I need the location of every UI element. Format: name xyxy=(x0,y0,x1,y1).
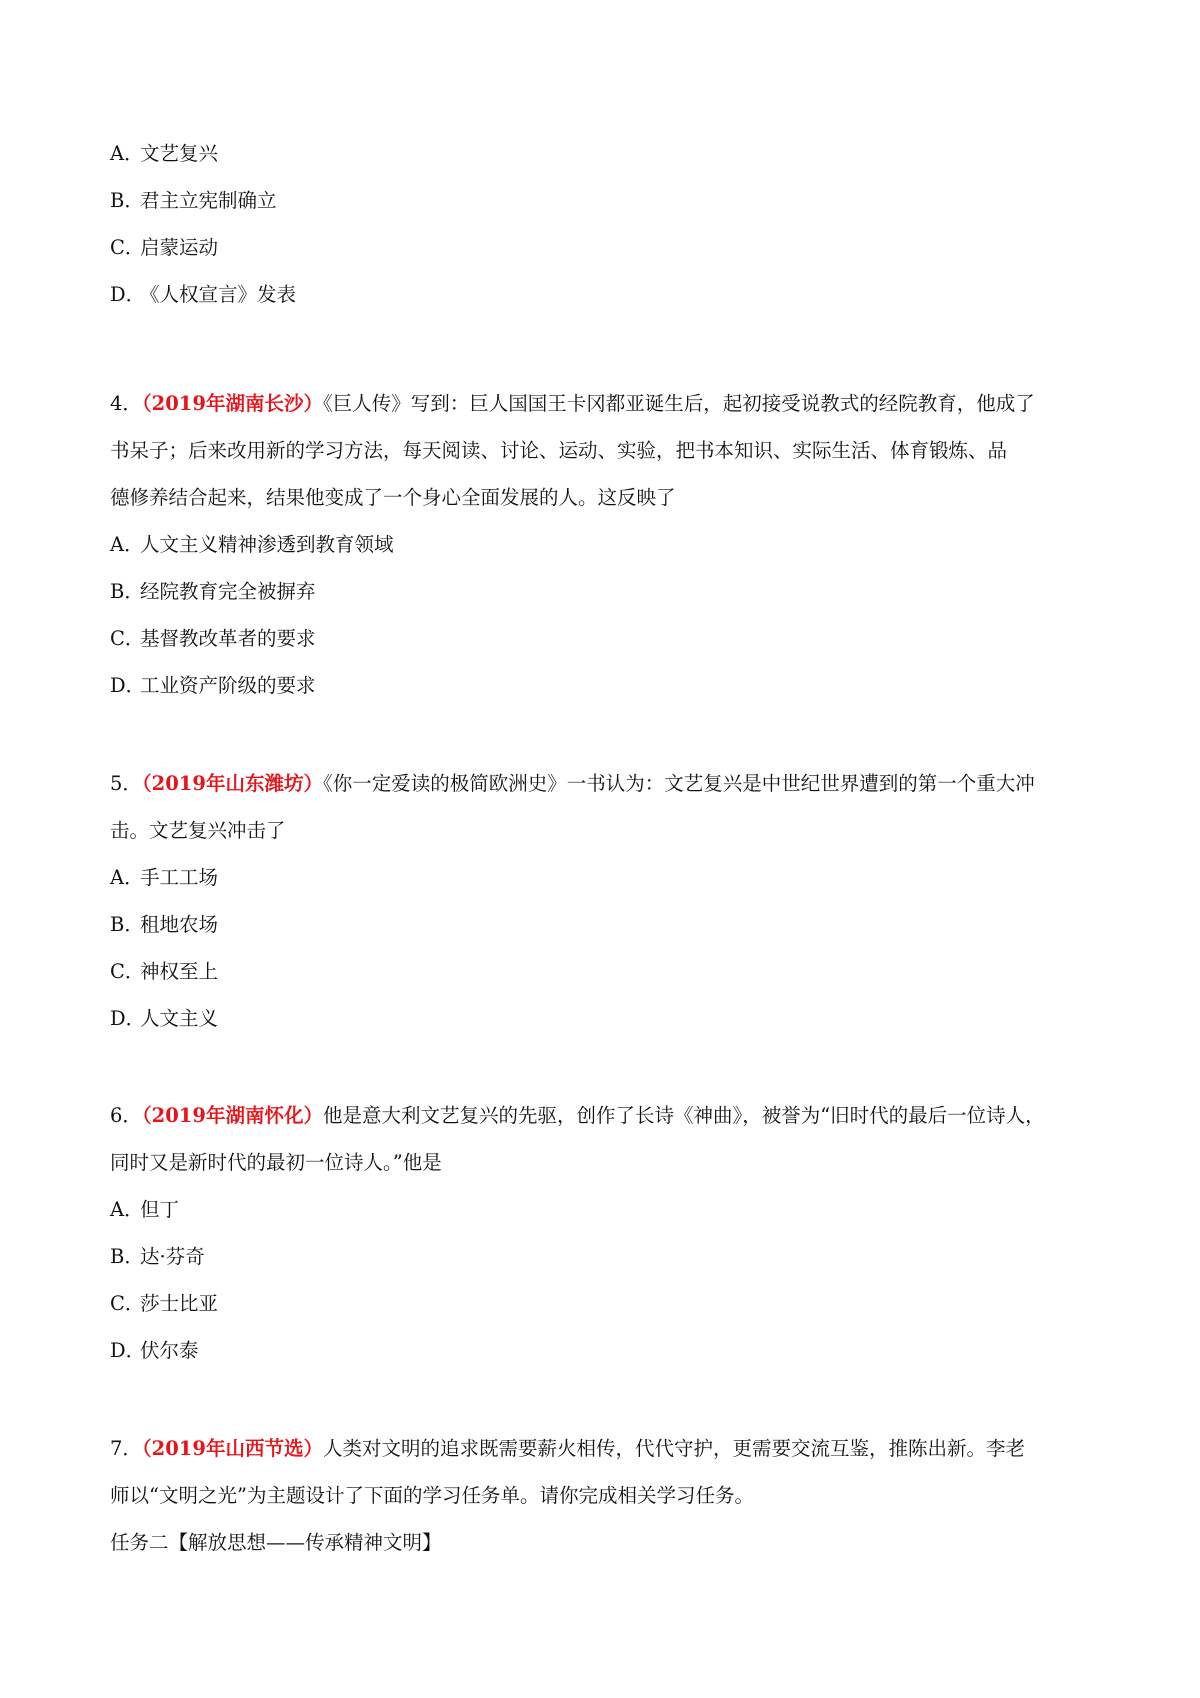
q5-option-b: B．租地农场 xyxy=(110,913,219,936)
q4-option-d: D．工业资产阶级的要求 xyxy=(110,674,316,697)
q5-option-d: D．人文主义 xyxy=(110,1007,219,1030)
q3-option-d: D．《人权宣言》发表 xyxy=(110,283,297,306)
question-7 xyxy=(110,1425,1100,1566)
q3-option-c: C．启蒙运动 xyxy=(110,236,219,259)
q3-option-b: B．君主立宪制确立 xyxy=(110,189,277,212)
q7-source: （2019年山西节选） xyxy=(141,1437,323,1460)
q6-option-b: B．达·芬奇 xyxy=(110,1245,205,1268)
q5-option-a: A．手工工场 xyxy=(110,866,219,889)
q5-source: （2019年山东潍坊） xyxy=(141,772,323,795)
q3-option-a: A．文艺复兴 xyxy=(110,142,219,165)
q6-stem-line-2: 同时又是新时代的最初一位诗人。”他是 xyxy=(110,1151,442,1174)
q6-number: 6． xyxy=(110,1104,142,1127)
q4-stem-line-1: 4．（2019年湖南长沙）《巨人传》写到：巨人国国王卡冈都亚诞生后，起初接受说教式的经院教育，他成了 xyxy=(110,392,1035,415)
q4-option-a: A．人文主义精神渗透到教育领域 xyxy=(110,533,394,556)
question-5 xyxy=(110,760,1100,1042)
q4-option-c: C．基督教改革者的要求 xyxy=(110,627,316,650)
q5-option-c: C．神权至上 xyxy=(110,960,219,983)
q5-number: 5． xyxy=(110,772,142,795)
q4-stem-line-2: 书呆子；后来改用新的学习方法，每天阅读、讨论、运动、实验，把书本知识、实际生活、体育锻炼、品 xyxy=(110,439,1008,462)
q7-task-heading: 任务二【解放思想——传承精神文明】 xyxy=(110,1531,442,1554)
q4-number: 4． xyxy=(110,392,142,415)
q5-stem-line-2: 击。文艺复兴冲击了 xyxy=(110,819,286,842)
q5-stem-line-1: 5．（2019年山东潍坊）《你一定爱读的极简欧洲史》一书认为：文艺复兴是中世纪世界遭到的第一个重大冲 xyxy=(110,772,1035,795)
q6-option-c: C．莎士比亚 xyxy=(110,1292,219,1315)
q4-source: （2019年湖南长沙） xyxy=(141,392,323,415)
q3-options xyxy=(110,130,1100,318)
question-6 xyxy=(110,1092,1100,1374)
q7-number: 7． xyxy=(110,1437,142,1460)
q6-option-d: D．伏尔泰 xyxy=(110,1339,199,1362)
q7-stem-line-2: 师以“文明之光”为主题设计了下面的学习任务单。请你完成相关学习任务。 xyxy=(110,1484,754,1507)
q6-source: （2019年湖南怀化） xyxy=(141,1104,323,1127)
q6-option-a: A．但丁 xyxy=(110,1198,180,1221)
q7-stem-line-1: 7．（2019年山西节选）人类对文明的追求既需要薪火相传，代代守护，更需要交流互鉴，推陈出新。李老 xyxy=(110,1437,1025,1460)
q4-stem-line-3: 德修养结合起来，结果他变成了一个身心全面发展的人。这反映了 xyxy=(110,486,676,509)
q4-option-b: B．经院教育完全被摒弃 xyxy=(110,580,316,603)
question-4 xyxy=(110,380,1100,709)
q6-stem-line-1: 6．（2019年湖南怀化）他是意大利文艺复兴的先驱，创作了长诗《神曲》，被誉为“旧时代的最后一位诗人， xyxy=(110,1104,1045,1127)
